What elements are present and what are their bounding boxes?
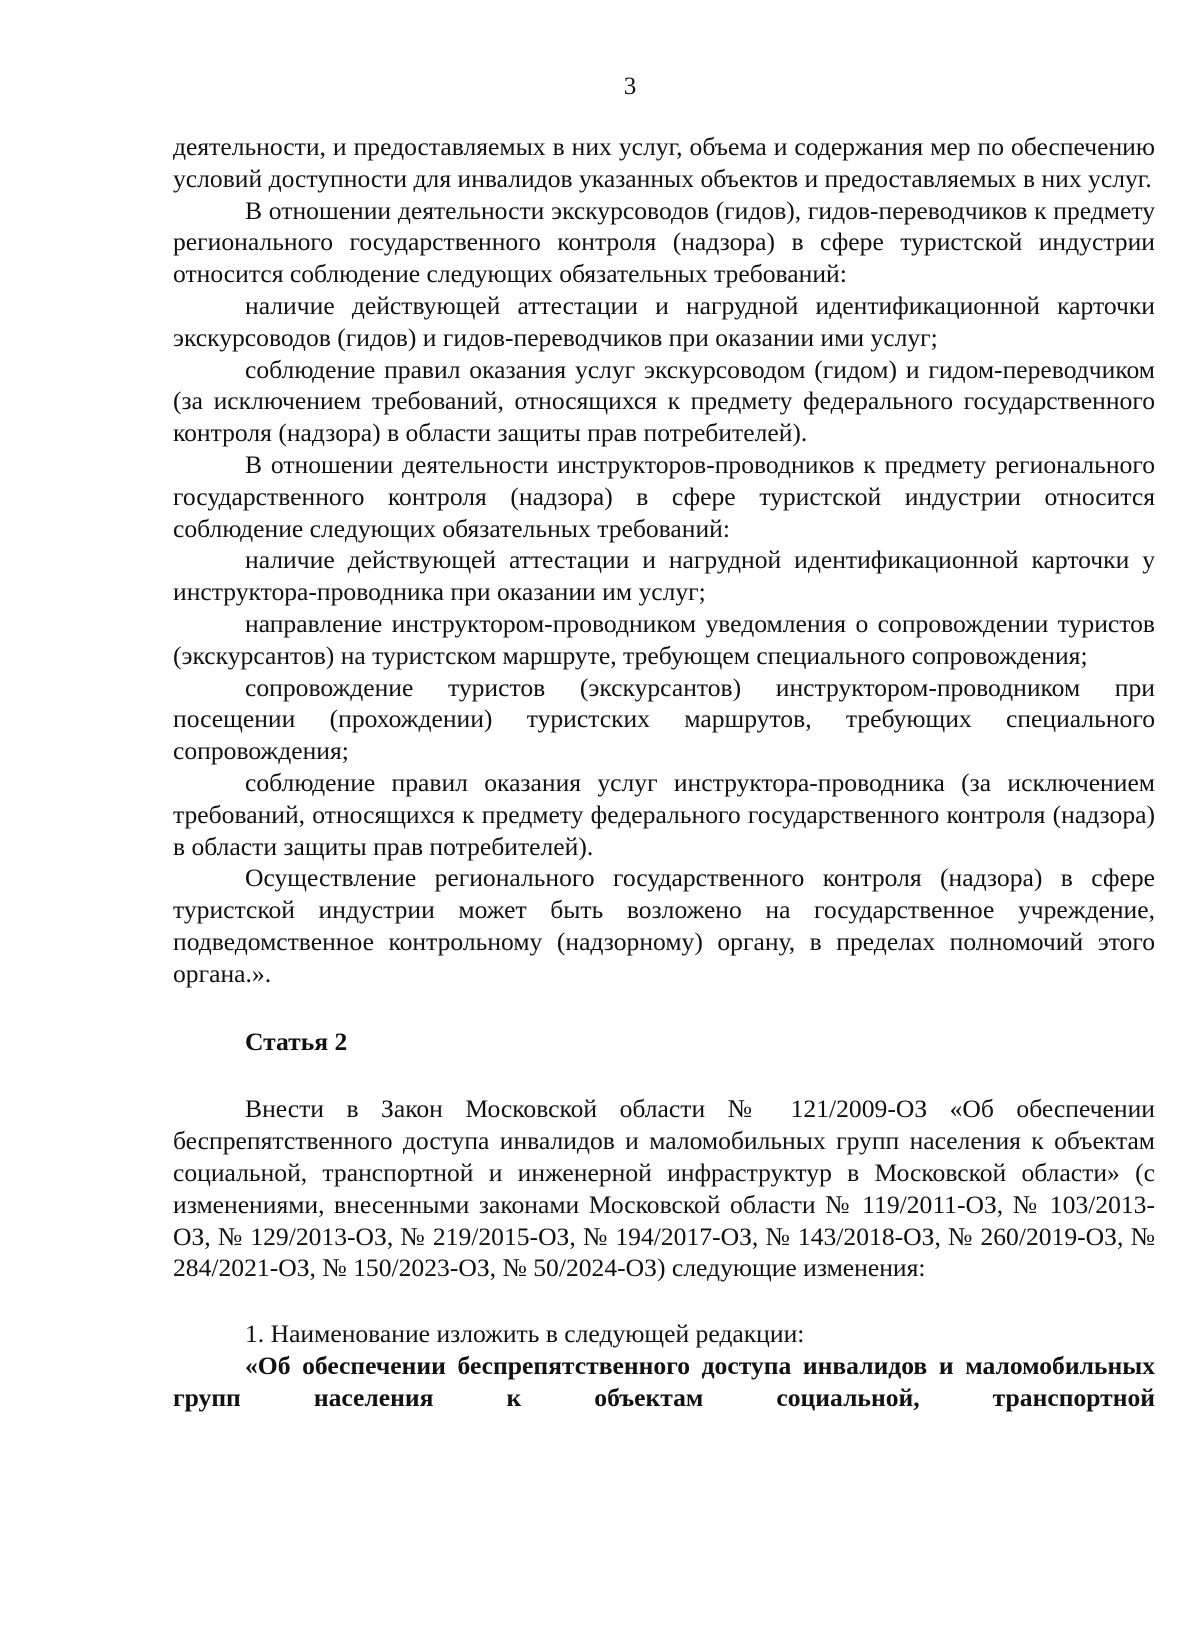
paragraph-instructors-requirements: В отношении деятельности инструкторов-проводников к предмету регионального государственного контроля (надзора) в сфере туристской индустрии относится соблюдение следующих обязательных требований: — [173, 449, 1155, 543]
page-number: 3 — [623, 73, 637, 100]
paragraph-control-delegation: Осуществление регионального государственного контроля (надзора) в сфере туристской индустрии может быть возложено на государственное учреждение, подведомственное контрольному (надзорному) органу, в пределах полномочий этого органа.». — [173, 863, 1155, 988]
paragraph-instructors-escort: сопровождение туристов (экскурсантов) инструктором-проводником при посещении (прохождении) туристских маршрутов, требующих специального сопровождения; — [173, 672, 1155, 766]
paragraph-guides-rules: соблюдение правил оказания услуг экскурсоводом (гидом) и гидом-переводчиком (за исключением требований, относящихся к предмету федерального государственного контроля (надзора) в области защиты прав потребителей). — [173, 354, 1155, 448]
article-intro: Внести в Закон Московской области № 121/2009-ОЗ «Об обеспечении беспрепятственного доступа инвалидов и маломобильных групп населения к объектам социальной, транспортной и инженерной инфраструктур в Московской области» (с изменениями, внесенными законами Московской области № 119/2011-ОЗ, № 103/2013-ОЗ, № 129/2013-ОЗ, № 219/2015-ОЗ, № 194/2017-ОЗ, № 143/2018-ОЗ, № 260/2019-ОЗ, № 284/2021-ОЗ, № 150/2023-ОЗ, № 50/2024-ОЗ) следующие изменения: — [173, 1094, 1155, 1283]
paragraph-guides-attestation: наличие действующей аттестации и нагрудной идентификационной карточки экскурсоводов (гидов) и гидов-переводчиков при оказании ими услуг; — [173, 290, 1155, 352]
document-body — [173, 131, 1155, 1413]
paragraph-instructors-notification: направление инструктором-проводником уведомления о сопровождении туристов (экскурсантов) на туристском маршруте, требующем специального сопровождения; — [173, 608, 1155, 670]
paragraph-instructors-attestation: наличие действующей аттестации и нагрудной идентификационной карточки у инструктора-проводника при оказании им услуг; — [173, 545, 1155, 607]
paragraph-guides-requirements: В отношении деятельности экскурсоводов (гидов), гидов-переводчиков к предмету регионального государственного контроля (надзора) в сфере туристской индустрии относится соблюдение следующих обязательных требований: — [173, 195, 1155, 289]
list-item-1: 1. Наименование изложить в следующей редакции: — [245, 1319, 805, 1349]
article-heading: Статья 2 — [245, 1026, 348, 1056]
paragraph-continuation: деятельности, и предоставляемых в них услуг, объема и содержания мер по обеспечению условий доступности для инвалидов указанных объектов и предоставляемых в них услуг. — [173, 132, 1155, 193]
paragraph-instructors-rules: соблюдение правил оказания услуг инструктора-проводника (за исключением требований, относящихся к предмету федерального государственного контроля (надзора) в области защиты прав потребителей). — [173, 767, 1155, 861]
list-item-1-text: «Об обеспечении беспрепятственного доступа инвалидов и маломобильных групп населения к объектам социальной, транспортной — [173, 1350, 1155, 1412]
